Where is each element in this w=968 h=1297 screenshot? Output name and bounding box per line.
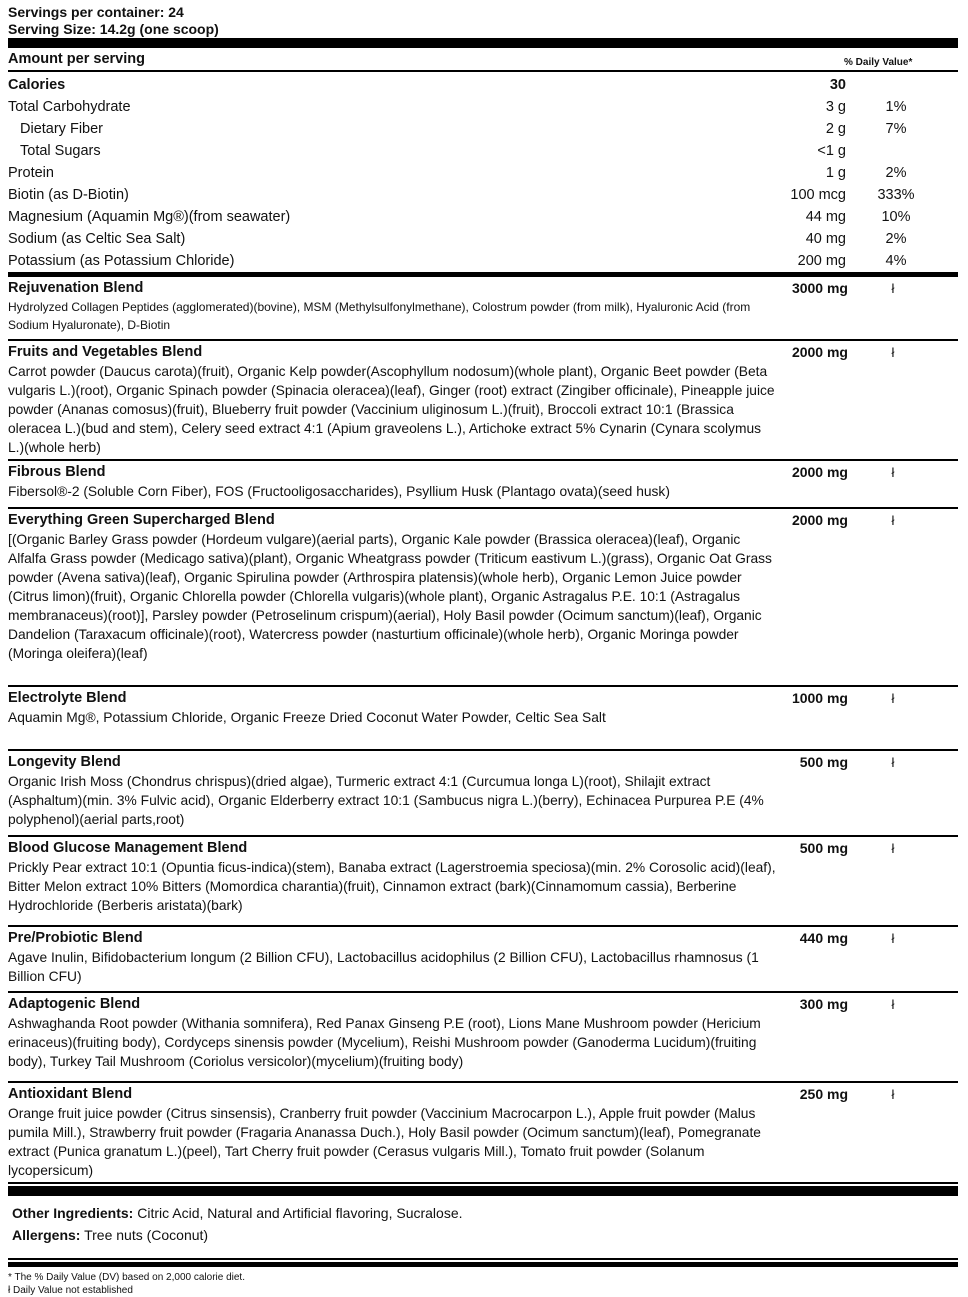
nutrient-name: Magnesium (Aquamin Mg®)(from seawater): [8, 209, 291, 225]
nutrient-row: [8, 118, 958, 140]
divider-thick: [8, 1186, 958, 1196]
nutrient-row: [8, 250, 958, 272]
nutrient-amount: 44 mg: [805, 209, 846, 225]
nutrient-row: [8, 228, 958, 250]
blend-daily-value: ł: [891, 841, 895, 856]
other-ingredients-label: Other Ingredients:: [12, 1205, 134, 1221]
daily-value-header: % Daily Value*: [844, 57, 913, 68]
blend-ingredients: Fibersol®-2 (Soluble Corn Fiber), FOS (Fructooligosaccharides), Psyllium Husk (Plantago ovata)(seed husk): [8, 484, 670, 499]
nutrient-row: [8, 96, 958, 118]
blend-name: Electrolyte Blend: [8, 690, 127, 706]
divider-thick: [8, 38, 958, 48]
blend-ingredients: Prickly Pear extract 10:1 (Opuntia ficus-indica)(stem), Banaba extract (Lagerstroemia speciosa)(min. 2% Corosolic acid)(leaf), Bitter Melon extract 10% Bitters (Momordica charantia)(fruit), Cinnamon extract (bark)(Cinnamomum cassia), Berberine Hydrochloride (Berberis aristata)(bark): [8, 860, 776, 913]
blend-daily-value: ł: [891, 755, 895, 770]
blend-name: Fibrous Blend: [8, 464, 106, 480]
blend-daily-value: ł: [891, 345, 895, 360]
blend-amount: 1000 mg: [791, 690, 848, 706]
daily-value-footnote: * The % Daily Value (DV) based on 2,000 calorie diet.: [8, 1272, 245, 1283]
other-ingredients: [12, 1202, 958, 1224]
serving-info: [8, 0, 958, 38]
nutrient-daily-value: 7%: [885, 121, 907, 137]
blend-amount: 250 mg: [799, 1086, 848, 1102]
blend-ingredients: [(Organic Barley Grass powder (Hordeum vulgare)(aerial parts), Organic Kale powder (Brassica oleracea)(leaf), Organic Alfalfa Grass powder (Medicago sativa)(plant), Organic Wheatgrass powder (Triticum eastivum L.)(grass), Organic Oat Grass powder (Avena sativa)(leaf), Organic Spirulina powder (Arthrospira platensis)(whole herb), Organic Lemon Juice powder (Citrus limon)(fruit), Organic Chlorella powder (Chlorella vulgaris)(whole plant), Organic Astragalus P.E. 10:1 (Astragalus membranaceus)(root)], Parsley powder (Petroselinum crispum)(aerial), Holy Basil powder (Ocimum sanctum)(leaf), Organic Dandelion (Taraxacum officinale)(root), Watercress powder (nasturtium officinale)(whole herb), Organic Moringa powder (Moringa oleifera)(leaf): [8, 532, 772, 661]
nutrient-name: Calories: [8, 77, 66, 93]
amount-header-row: [8, 48, 958, 70]
blend-section: [8, 751, 958, 837]
blend-section: [8, 1083, 958, 1184]
nutrient-row: [8, 162, 958, 184]
nutrient-daily-value: 1%: [885, 99, 907, 115]
nutrient-row: [8, 140, 958, 162]
blend-amount: 2000 mg: [791, 464, 848, 480]
nutrient-name: Dietary Fiber: [20, 121, 103, 137]
nutrient-amount: <1 g: [817, 143, 846, 159]
blend-ingredients: Organic Irish Moss (Chondrus chrispus)(dried algae), Turmeric extract 4:1 (Curcumua longa L)(root), Shilajit extract (Asphaltum)(min. 3% Fulvic acid), Organic Elderberry extract 10:1 (Sambucus nigra L.)(berry), Echinacea Purpurea P.E (4% polyphenol)(aerial parts,root): [8, 774, 764, 827]
blend-section: [8, 993, 958, 1083]
blend-amount: 500 mg: [799, 840, 848, 856]
blend-daily-value: ł: [891, 465, 895, 480]
nutrient-amount: 200 mg: [797, 253, 846, 269]
nutrient-name: Potassium (as Potassium Chloride): [8, 253, 235, 269]
blend-ingredients: Ashwaghanda Root powder (Withania somnifera), Red Panax Ginseng P.E (root), Lions Mane Mushroom powder (Hericium erinaceus)(fruiting body), Cordyceps sinensis powder (Mycelium), Reishi Mushroom powder (Ganoderma Lucidum)(fruiting body), Turkey Tail Mushroom (Coriolus versicolor)(mycelium)(fruiting body): [8, 1016, 761, 1069]
blend-ingredients: Orange fruit juice powder (Citrus sinsensis), Cranberry fruit powder (Vaccinium Macrocarpon L.), Apple fruit powder (Malus pumila Mill.), Strawberry fruit powder (Fragaria Ananassa Duch.), Holy Basil powder (Ocimum sanctum)(leaf), Pomegranate extract (Punica granatum L.)(peel), Tart Cherry fruit powder (Cerasus vulgaris Mill.), Tomato fruit powder (Solanum lycopersicum): [8, 1106, 761, 1178]
blend-ingredients: Aquamin Mg®, Potassium Chloride, Organic Freeze Dried Coconut Water Powder, Celtic Sea Salt: [8, 710, 606, 725]
nutrient-amount: 100 mcg: [790, 187, 846, 203]
nutrient-name: Biotin (as D-Biotin): [8, 187, 129, 203]
blend-amount: 2000 mg: [791, 344, 848, 360]
nutrient-daily-value: 2%: [885, 231, 907, 247]
amount-per-serving-label: Amount per serving: [8, 51, 145, 67]
nutrient-name: Sodium (as Celtic Sea Salt): [8, 231, 186, 247]
blend-section: [8, 687, 958, 751]
blend-name: Everything Green Supercharged Blend: [8, 512, 275, 528]
blend-amount: 440 mg: [799, 930, 848, 946]
blend-ingredients: Agave Inulin, Bifidobacterium longum (2 Billion CFU), Lactobacillus acidophilus (2 Billion CFU), Lactobacillus rhamnosus (1 Billion CFU): [8, 950, 759, 984]
blend-amount: 3000 mg: [791, 280, 848, 296]
blend-daily-value: ł: [891, 691, 895, 706]
nutrient-name: Protein: [8, 165, 54, 181]
blend-daily-value: ł: [891, 513, 895, 528]
nutrient-list: [8, 72, 958, 272]
nutrient-row: [8, 184, 958, 206]
nutrient-name: Total Carbohydrate: [8, 99, 131, 115]
not-established-footnote: ł Daily Value not established: [8, 1285, 133, 1296]
blend-amount: 300 mg: [799, 996, 848, 1012]
blend-daily-value: ł: [891, 931, 895, 946]
blend-section: [8, 461, 958, 509]
nutrient-amount: 2 g: [825, 121, 846, 137]
nutrient-amount: 40 mg: [805, 231, 846, 247]
blend-name: Rejuvenation Blend: [8, 280, 144, 296]
nutrient-amount: 3 g: [825, 99, 846, 115]
allergens-text: Tree nuts (Coconut): [80, 1227, 209, 1243]
other-ingredients-text: Citric Acid, Natural and Artificial flavoring, Sucralose.: [133, 1205, 463, 1221]
serving-size: Serving Size: 14.2g (one scoop): [8, 21, 219, 37]
blend-amount: 2000 mg: [791, 512, 848, 528]
divider-thin: [8, 1246, 958, 1260]
blend-daily-value: ł: [891, 997, 895, 1012]
blend-section: [8, 341, 958, 461]
blend-name: Longevity Blend: [8, 754, 121, 770]
blend-section: [8, 837, 958, 927]
supplement-facts-panel: [8, 0, 958, 1297]
blend-amount: 500 mg: [799, 754, 848, 770]
blend-name: Adaptogenic Blend: [8, 996, 141, 1012]
blend-section: [8, 509, 958, 687]
blend-daily-value: ł: [891, 1087, 895, 1102]
nutrient-amount: 30: [829, 77, 846, 93]
nutrient-row: [8, 206, 958, 228]
other-ingredients-section: [8, 1196, 958, 1246]
blend-ingredients: Hydrolyzed Collagen Peptides (agglomerated)(bovine), MSM (Methylsulfonylmethane), Colostrum powder (from milk), Hyaluronic Acid (from Sodium Hyaluronate), D-Biotin: [8, 300, 751, 332]
blend-name: Pre/Probiotic Blend: [8, 930, 143, 946]
nutrient-daily-value: 333%: [877, 187, 915, 203]
nutrient-name: Total Sugars: [20, 143, 101, 159]
blend-section: [8, 927, 958, 993]
nutrient-amount: 1 g: [825, 165, 846, 181]
nutrient-daily-value: 10%: [881, 209, 911, 225]
allergens: [12, 1224, 958, 1246]
blend-name: Antioxidant Blend: [8, 1086, 133, 1102]
blend-ingredients: Carrot powder (Daucus carota)(fruit), Organic Kelp powder(Ascophyllum nodosum)(whole plant), Organic Beet powder (Beta vulgaris L.)(root), Organic Spinach powder (Spinacia oleracea)(leaf), Ginger (root) extract (Zingiber officinale), Pineapple juice powder (Ananas comosus)(fruit), Blueberry fruit powder (Vaccinium uliginosum L.)(fruit), Broccoli extract 10:1 (Brassica oleracea L.)(bud and stem), Celery seed extract 4:1 (Apium graveolens L.), Artichoke extract 5% Cynarin (Cynara scolymus L.)(whole herb): [8, 364, 775, 455]
servings-per-container: Servings per container: 24: [8, 4, 184, 20]
allergens-label: Allergens:: [12, 1227, 81, 1243]
footnotes: [8, 1267, 958, 1297]
blend-name: Blood Glucose Management Blend: [8, 840, 248, 856]
blend-section: [8, 277, 958, 341]
nutrient-row: [8, 74, 958, 96]
blend-name: Fruits and Vegetables Blend: [8, 344, 203, 360]
nutrient-daily-value: 2%: [885, 165, 907, 181]
blend-list: [8, 277, 958, 1184]
blend-daily-value: ł: [891, 281, 895, 296]
nutrient-daily-value: 4%: [885, 253, 907, 269]
